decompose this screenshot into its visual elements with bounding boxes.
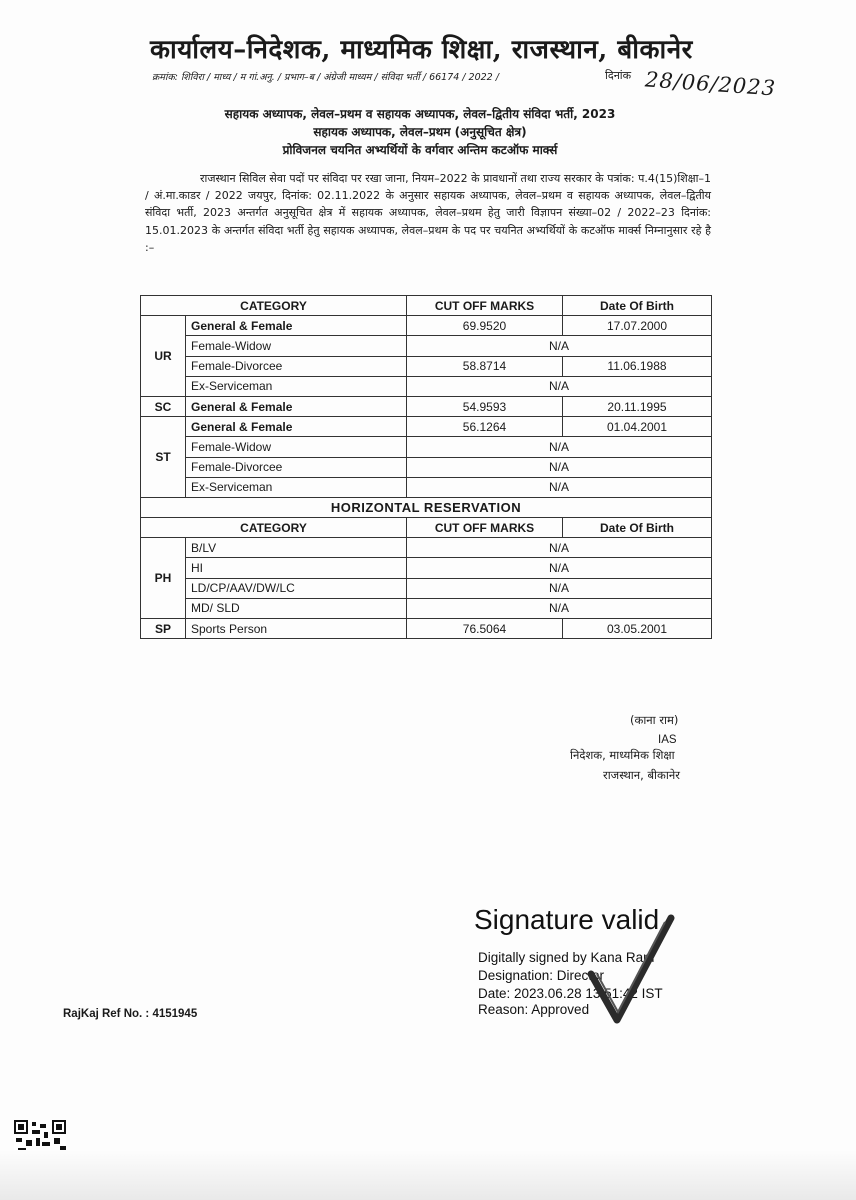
table-row — [141, 619, 712, 639]
row-label: General & Female — [186, 316, 407, 336]
category-code-sp: SP — [141, 619, 186, 639]
na-value: N/A — [407, 538, 712, 558]
table-row — [141, 457, 712, 477]
row-label: B/LV — [186, 538, 407, 558]
table-row — [141, 396, 712, 416]
na-value: N/A — [407, 336, 712, 356]
rajkaj-reference: RajKaj Ref No. : 4151945 — [63, 1008, 198, 1020]
subject-line-2: सहायक अध्यापक, लेवल–प्रथम (अनुसूचित क्षेत्र) — [313, 125, 527, 139]
header-date-of-birth: Date Of Birth — [563, 296, 712, 316]
row-label: General & Female — [186, 417, 407, 437]
table-row — [141, 578, 712, 598]
row-label: General & Female — [186, 396, 407, 416]
row-label: MD/ SLD — [186, 598, 407, 618]
category-code-sc: SC — [141, 396, 186, 416]
table-row — [141, 336, 712, 356]
subject-line-1: सहायक अध्यापक, लेवल–प्रथम व सहायक अध्यापक, लेवल–द्वितीय संविदा भर्ती, 2023 — [224, 107, 616, 121]
designation-line: Designation: Director — [478, 968, 605, 983]
table-row — [141, 538, 712, 558]
table-row — [141, 558, 712, 578]
category-code-st: ST — [141, 417, 186, 498]
dob-value: 01.04.2001 — [563, 417, 712, 437]
category-code-ph: PH — [141, 538, 186, 619]
row-label: Female-Widow — [186, 437, 407, 457]
cutoff-value: 54.9593 — [407, 396, 563, 416]
signatory-place: राजस्थान, बीकानेर — [603, 768, 680, 782]
row-label: Ex-Serviceman — [186, 376, 407, 396]
signatory-service: IAS — [658, 734, 677, 746]
cutoff-value: 76.5064 — [407, 619, 563, 639]
dob-value: 03.05.2001 — [563, 619, 712, 639]
row-label: Female-Divorcee — [186, 356, 407, 376]
table-row — [141, 356, 712, 376]
cutoff-value: 69.9520 — [407, 316, 563, 336]
row-label: Ex-Serviceman — [186, 477, 407, 497]
header-date-of-birth: Date Of Birth — [563, 518, 712, 538]
signatory-name: (काना राम) — [630, 713, 679, 727]
header-category: CATEGORY — [141, 518, 407, 538]
header-category: CATEGORY — [141, 296, 407, 316]
row-label: HI — [186, 558, 407, 578]
na-value: N/A — [407, 376, 712, 396]
signed-by-line: Digitally signed by Kana Ram — [478, 950, 655, 965]
horizontal-reservation-title-row — [141, 497, 712, 517]
table-row — [141, 598, 712, 618]
na-value: N/A — [407, 598, 712, 618]
header-cutoff-marks: CUT OFF MARKS — [407, 518, 563, 538]
signature-date-line: Date: 2023.06.28 13:51:42 IST — [478, 986, 663, 1001]
table-row — [141, 316, 712, 336]
subject-line-3: प्रोविजनल चयनित अभ्यर्थियों के वर्गवार अन्तिम कटऑफ मार्क्स — [282, 143, 558, 157]
category-code-ur: UR — [141, 316, 186, 397]
table-row — [141, 376, 712, 396]
table-header-row — [141, 296, 712, 316]
na-value: N/A — [407, 437, 712, 457]
signature-reason-line: Reason: Approved — [478, 1002, 590, 1017]
signature-valid-label: Signature valid — [474, 904, 660, 935]
na-value: N/A — [407, 558, 712, 578]
table-row — [141, 437, 712, 457]
dob-value: 20.11.1995 — [563, 396, 712, 416]
na-value: N/A — [407, 477, 712, 497]
table-row — [141, 477, 712, 497]
cutoff-value: 56.1264 — [407, 417, 563, 437]
header-cutoff-marks: CUT OFF MARKS — [407, 296, 563, 316]
table-header-row — [141, 518, 712, 538]
cutoff-table — [140, 295, 712, 639]
date-label: दिनांक — [605, 69, 632, 82]
handwritten-date: 28/06/2023 — [644, 67, 777, 101]
page-bottom-edge — [0, 1150, 856, 1200]
dob-value: 11.06.1988 — [563, 356, 712, 376]
signatory-designation: निदेशक, माध्यमिक शिक्षा — [570, 748, 675, 762]
row-label: Female-Widow — [186, 336, 407, 356]
office-title: कार्यालय–निदेशक, माध्यमिक शिक्षा, राजस्थान, बीकानेर — [150, 35, 693, 65]
table-row — [141, 417, 712, 437]
signature-check-icon — [585, 912, 675, 1032]
cutoff-value: 58.8714 — [407, 356, 563, 376]
dob-value: 17.07.2000 — [563, 316, 712, 336]
row-label: LD/CP/AAV/DW/LC — [186, 578, 407, 598]
reference-number: क्रमांक: शिविरा / माध्य / म गां.अनु. / प्रभाग–ब / अंग्रेजी माध्यम / संविदा भर्ती / 66174 / 2022 / — [152, 72, 499, 83]
horizontal-reservation-title: HORIZONTAL RESERVATION — [141, 497, 712, 517]
na-value: N/A — [407, 578, 712, 598]
row-label: Female-Divorcee — [186, 457, 407, 477]
na-value: N/A — [407, 457, 712, 477]
body-paragraph: राजस्थान सिविल सेवा पदों पर संविदा पर रखा जाना, नियम–2022 के प्रावधानों तथा राज्य सरकार के पत्रांक: प.4(15)शिक्षा–1 / अं.मा.काडर / 2022 जयपुर, दिनांक: 02.11.2022 के अनुसार सहायक अध्यापक, लेवल–प्रथम व सहायक अध्यापक, लेवल–द्वितीय संविदा भर्ती, 2023 अन्तर्गत अनुसूचित क्षेत्र में सहायक अध्यापक, लेवल–प्रथम हेतु जारी विज्ञापन संख्या–02 / 2022–23 दिनांक: 15.01.2023 के अन्तर्गत संविदा भर्ती हेतु सहायक अध्यापक, लेवल–प्रथम के पद पर चयनित अभ्यर्थियों के कटऑफ मार्क्स निम्नानुसार रहे है :– — [145, 172, 711, 254]
row-label: Sports Person — [186, 619, 407, 639]
